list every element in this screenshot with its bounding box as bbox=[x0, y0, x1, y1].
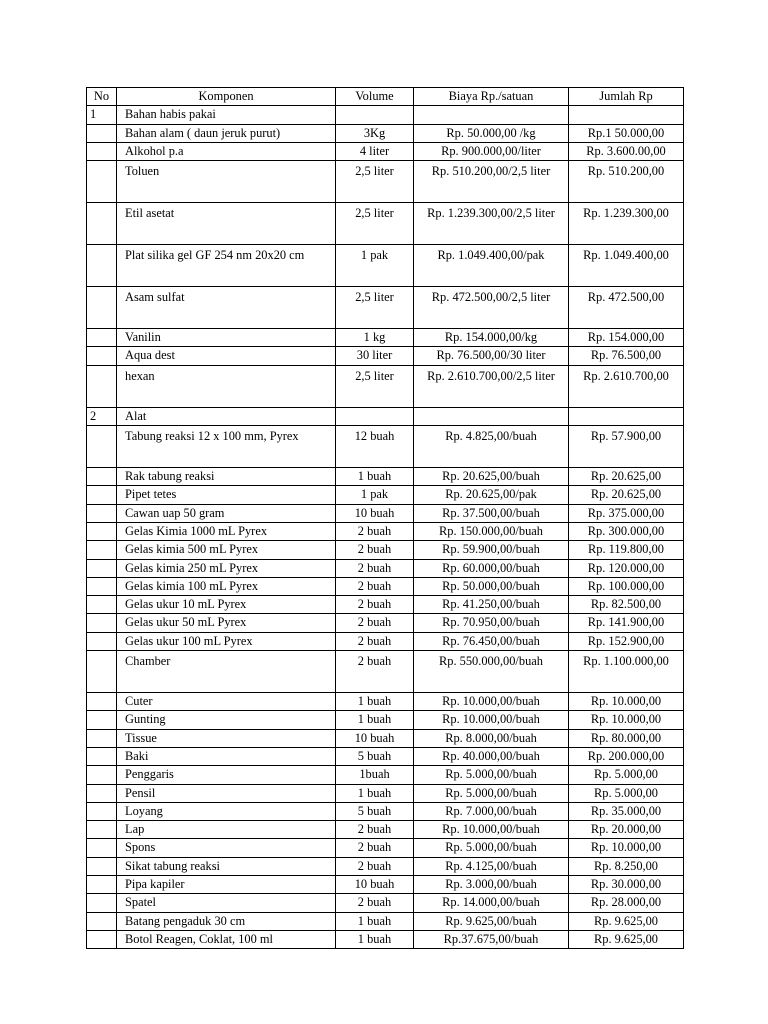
table-row bbox=[87, 711, 684, 729]
biaya-cell: Rp. 150.000,00/buah bbox=[414, 522, 569, 540]
row-number bbox=[87, 486, 117, 504]
komponen-cell: Vanilin bbox=[117, 329, 336, 347]
volume-cell: 5 buah bbox=[336, 747, 414, 765]
biaya-cell: Rp. 1.239.300,00/2,5 liter bbox=[414, 203, 569, 245]
jumlah-cell: Rp. 3.600.00,00 bbox=[569, 142, 684, 160]
komponen-cell: Gelas Kimia 1000 mL Pyrex bbox=[117, 522, 336, 540]
header-biaya: Biaya Rp./satuan bbox=[414, 88, 569, 106]
biaya-cell: Rp.37.675,00/buah bbox=[414, 930, 569, 948]
volume-cell: 2 buah bbox=[336, 596, 414, 614]
table-row bbox=[87, 245, 684, 287]
biaya-cell: Rp. 50.000,00 /kg bbox=[414, 124, 569, 142]
jumlah-cell: Rp. 5.000,00 bbox=[569, 766, 684, 784]
komponen-cell: Sikat tabung reaksi bbox=[117, 857, 336, 875]
row-number bbox=[87, 876, 117, 894]
row-number bbox=[87, 559, 117, 577]
biaya-cell: Rp. 550.000,00/buah bbox=[414, 651, 569, 693]
komponen-cell: Chamber bbox=[117, 651, 336, 693]
komponen-cell: Plat silika gel GF 254 nm 20x20 cm bbox=[117, 245, 336, 287]
biaya-cell: Rp. 20.625,00/buah bbox=[414, 468, 569, 486]
table-row bbox=[87, 287, 684, 329]
biaya-cell: Rp. 1.049.400,00/pak bbox=[414, 245, 569, 287]
biaya-cell: Rp. 10.000,00/buah bbox=[414, 711, 569, 729]
komponen-cell: Bahan alam ( daun jeruk purut) bbox=[117, 124, 336, 142]
header-no: No bbox=[87, 88, 117, 106]
row-number bbox=[87, 784, 117, 802]
volume-cell: 2,5 liter bbox=[336, 203, 414, 245]
jumlah-cell: Rp. 30.000,00 bbox=[569, 876, 684, 894]
biaya-cell: Rp. 510.200,00/2,5 liter bbox=[414, 161, 569, 203]
biaya-cell: Rp. 472.500,00/2,5 liter bbox=[414, 287, 569, 329]
komponen-cell: Pipet tetes bbox=[117, 486, 336, 504]
biaya-cell: Rp. 40.000,00/buah bbox=[414, 747, 569, 765]
volume-cell: 10 buah bbox=[336, 876, 414, 894]
biaya-cell: Rp. 154.000,00/kg bbox=[414, 329, 569, 347]
row-number bbox=[87, 522, 117, 540]
volume-cell: 1 buah bbox=[336, 711, 414, 729]
jumlah-cell: Rp. 472.500,00 bbox=[569, 287, 684, 329]
row-number bbox=[87, 365, 117, 407]
komponen-cell: Loyang bbox=[117, 802, 336, 820]
biaya-cell: Rp. 59.900,00/buah bbox=[414, 541, 569, 559]
table-row bbox=[87, 821, 684, 839]
volume-cell: 1buah bbox=[336, 766, 414, 784]
table-row bbox=[87, 693, 684, 711]
volume-cell: 2 buah bbox=[336, 614, 414, 632]
jumlah-cell: Rp. 10.000,00 bbox=[569, 839, 684, 857]
table-row bbox=[87, 486, 684, 504]
biaya-cell: Rp. 41.250,00/buah bbox=[414, 596, 569, 614]
jumlah-cell: Rp. 5.000,00 bbox=[569, 784, 684, 802]
komponen-cell: Gunting bbox=[117, 711, 336, 729]
jumlah-cell: Rp. 57.900,00 bbox=[569, 426, 684, 468]
volume-cell: 2 buah bbox=[336, 857, 414, 875]
row-number bbox=[87, 347, 117, 365]
table-row bbox=[87, 577, 684, 595]
row-number bbox=[87, 203, 117, 245]
biaya-cell: Rp. 5.000,00/buah bbox=[414, 784, 569, 802]
biaya-cell: Rp. 14.000,00/buah bbox=[414, 894, 569, 912]
empty-cell bbox=[336, 407, 414, 425]
row-number bbox=[87, 729, 117, 747]
biaya-cell: Rp. 76.500,00/30 liter bbox=[414, 347, 569, 365]
volume-cell: 5 buah bbox=[336, 802, 414, 820]
section-number: 2 bbox=[87, 407, 117, 425]
komponen-cell: Tabung reaksi 12 x 100 mm, Pyrex bbox=[117, 426, 336, 468]
biaya-cell: Rp. 3.000,00/buah bbox=[414, 876, 569, 894]
jumlah-cell: Rp. 375.000,00 bbox=[569, 504, 684, 522]
biaya-cell: Rp. 8.000,00/buah bbox=[414, 729, 569, 747]
empty-cell bbox=[336, 106, 414, 124]
jumlah-cell: Rp. 80.000,00 bbox=[569, 729, 684, 747]
table-row bbox=[87, 329, 684, 347]
header-volume: Volume bbox=[336, 88, 414, 106]
komponen-cell: Gelas ukur 50 mL Pyrex bbox=[117, 614, 336, 632]
table-row bbox=[87, 365, 684, 407]
komponen-cell: Gelas kimia 100 mL Pyrex bbox=[117, 577, 336, 595]
komponen-cell: Baki bbox=[117, 747, 336, 765]
table-row bbox=[87, 614, 684, 632]
row-number bbox=[87, 426, 117, 468]
volume-cell: 2 buah bbox=[336, 651, 414, 693]
komponen-cell: Cuter bbox=[117, 693, 336, 711]
volume-cell: 12 buah bbox=[336, 426, 414, 468]
jumlah-cell: Rp. 141.900,00 bbox=[569, 614, 684, 632]
row-number bbox=[87, 930, 117, 948]
jumlah-cell: Rp. 2.610.700,00 bbox=[569, 365, 684, 407]
jumlah-cell: Rp. 154.000,00 bbox=[569, 329, 684, 347]
empty-cell bbox=[414, 407, 569, 425]
volume-cell: 2 buah bbox=[336, 559, 414, 577]
biaya-cell: Rp. 37.500,00/buah bbox=[414, 504, 569, 522]
volume-cell: 3Kg bbox=[336, 124, 414, 142]
komponen-cell: Pipa kapiler bbox=[117, 876, 336, 894]
volume-cell: 2,5 liter bbox=[336, 365, 414, 407]
row-number bbox=[87, 894, 117, 912]
row-number bbox=[87, 912, 117, 930]
volume-cell: 2 buah bbox=[336, 541, 414, 559]
volume-cell: 2 buah bbox=[336, 632, 414, 650]
table-row bbox=[87, 596, 684, 614]
biaya-cell: Rp. 7.000,00/buah bbox=[414, 802, 569, 820]
section-number: 1 bbox=[87, 106, 117, 124]
biaya-cell: Rp. 2.610.700,00/2,5 liter bbox=[414, 365, 569, 407]
komponen-cell: Alkohol p.a bbox=[117, 142, 336, 160]
volume-cell: 10 buah bbox=[336, 504, 414, 522]
volume-cell: 10 buah bbox=[336, 729, 414, 747]
table-row bbox=[87, 876, 684, 894]
header-row bbox=[87, 88, 684, 106]
row-number bbox=[87, 596, 117, 614]
volume-cell: 4 liter bbox=[336, 142, 414, 160]
komponen-cell: Asam sulfat bbox=[117, 287, 336, 329]
row-number bbox=[87, 541, 117, 559]
empty-cell bbox=[569, 106, 684, 124]
komponen-cell: Aqua dest bbox=[117, 347, 336, 365]
jumlah-cell: Rp.1 50.000,00 bbox=[569, 124, 684, 142]
row-number bbox=[87, 468, 117, 486]
table-row bbox=[87, 894, 684, 912]
komponen-cell: Penggaris bbox=[117, 766, 336, 784]
table-row bbox=[87, 729, 684, 747]
row-number bbox=[87, 577, 117, 595]
volume-cell: 30 liter bbox=[336, 347, 414, 365]
biaya-cell: Rp. 5.000,00/buah bbox=[414, 839, 569, 857]
komponen-cell: Gelas kimia 500 mL Pyrex bbox=[117, 541, 336, 559]
jumlah-cell: Rp. 119.800,00 bbox=[569, 541, 684, 559]
biaya-cell: Rp. 70.950,00/buah bbox=[414, 614, 569, 632]
biaya-cell: Rp. 60.000,00/buah bbox=[414, 559, 569, 577]
jumlah-cell: Rp. 35.000,00 bbox=[569, 802, 684, 820]
jumlah-cell: Rp. 28.000,00 bbox=[569, 894, 684, 912]
jumlah-cell: Rp. 100.000,00 bbox=[569, 577, 684, 595]
row-number bbox=[87, 839, 117, 857]
row-number bbox=[87, 124, 117, 142]
table-row bbox=[87, 142, 684, 160]
jumlah-cell: Rp. 20.625,00 bbox=[569, 468, 684, 486]
komponen-cell: Spons bbox=[117, 839, 336, 857]
biaya-cell: Rp. 50.000,00/buah bbox=[414, 577, 569, 595]
komponen-cell: Cawan uap 50 gram bbox=[117, 504, 336, 522]
biaya-cell: Rp. 10.000,00/buah bbox=[414, 693, 569, 711]
jumlah-cell: Rp. 1.100.000,00 bbox=[569, 651, 684, 693]
table-row bbox=[87, 559, 684, 577]
header-jumlah: Jumlah Rp bbox=[569, 88, 684, 106]
jumlah-cell: Rp. 20.000,00 bbox=[569, 821, 684, 839]
jumlah-cell: Rp. 152.900,00 bbox=[569, 632, 684, 650]
section-row-alat bbox=[87, 407, 684, 425]
volume-cell: 1 buah bbox=[336, 930, 414, 948]
biaya-cell: Rp. 9.625,00/buah bbox=[414, 912, 569, 930]
row-number bbox=[87, 245, 117, 287]
table-row bbox=[87, 766, 684, 784]
komponen-cell: Etil asetat bbox=[117, 203, 336, 245]
row-number bbox=[87, 651, 117, 693]
komponen-cell: Gelas ukur 100 mL Pyrex bbox=[117, 632, 336, 650]
jumlah-cell: Rp. 9.625,00 bbox=[569, 930, 684, 948]
table-row bbox=[87, 426, 684, 468]
table-row bbox=[87, 651, 684, 693]
jumlah-cell: Rp. 1.239.300,00 bbox=[569, 203, 684, 245]
jumlah-cell: Rp. 1.049.400,00 bbox=[569, 245, 684, 287]
biaya-cell: Rp. 5.000,00/buah bbox=[414, 766, 569, 784]
row-number bbox=[87, 287, 117, 329]
table-row bbox=[87, 541, 684, 559]
table-row bbox=[87, 784, 684, 802]
row-number bbox=[87, 142, 117, 160]
komponen-cell: Gelas kimia 250 mL Pyrex bbox=[117, 559, 336, 577]
section-row-bahan bbox=[87, 106, 684, 124]
komponen-cell: Botol Reagen, Coklat, 100 ml bbox=[117, 930, 336, 948]
table-row bbox=[87, 632, 684, 650]
volume-cell: 1 buah bbox=[336, 912, 414, 930]
jumlah-cell: Rp. 82.500,00 bbox=[569, 596, 684, 614]
row-number bbox=[87, 857, 117, 875]
komponen-cell: Gelas ukur 10 mL Pyrex bbox=[117, 596, 336, 614]
volume-cell: 2 buah bbox=[336, 839, 414, 857]
volume-cell: 2 buah bbox=[336, 522, 414, 540]
biaya-cell: Rp. 76.450,00/buah bbox=[414, 632, 569, 650]
komponen-cell: Batang pengaduk 30 cm bbox=[117, 912, 336, 930]
volume-cell: 1 buah bbox=[336, 468, 414, 486]
volume-cell: 2 buah bbox=[336, 894, 414, 912]
volume-cell: 2 buah bbox=[336, 577, 414, 595]
table-row bbox=[87, 203, 684, 245]
jumlah-cell: Rp. 300.000,00 bbox=[569, 522, 684, 540]
jumlah-cell: Rp. 200.000,00 bbox=[569, 747, 684, 765]
volume-cell: 1 kg bbox=[336, 329, 414, 347]
jumlah-cell: Rp. 120.000,00 bbox=[569, 559, 684, 577]
biaya-cell: Rp. 4.825,00/buah bbox=[414, 426, 569, 468]
jumlah-cell: Rp. 20.625,00 bbox=[569, 486, 684, 504]
biaya-cell: Rp. 20.625,00/pak bbox=[414, 486, 569, 504]
table-row bbox=[87, 802, 684, 820]
row-number bbox=[87, 632, 117, 650]
row-number bbox=[87, 711, 117, 729]
volume-cell: 1 pak bbox=[336, 486, 414, 504]
table-row bbox=[87, 912, 684, 930]
empty-cell bbox=[569, 407, 684, 425]
jumlah-cell: Rp. 76.500,00 bbox=[569, 347, 684, 365]
section-title: Bahan habis pakai bbox=[117, 106, 336, 124]
row-number bbox=[87, 821, 117, 839]
table-row bbox=[87, 747, 684, 765]
komponen-cell: hexan bbox=[117, 365, 336, 407]
table-row bbox=[87, 161, 684, 203]
row-number bbox=[87, 504, 117, 522]
table-row bbox=[87, 347, 684, 365]
biaya-cell: Rp. 10.000,00/buah bbox=[414, 821, 569, 839]
komponen-cell: Toluen bbox=[117, 161, 336, 203]
table-body bbox=[87, 106, 684, 949]
table-row bbox=[87, 857, 684, 875]
jumlah-cell: Rp. 510.200,00 bbox=[569, 161, 684, 203]
row-number bbox=[87, 614, 117, 632]
komponen-cell: Tissue bbox=[117, 729, 336, 747]
table-row bbox=[87, 522, 684, 540]
header-komponen: Komponen bbox=[117, 88, 336, 106]
jumlah-cell: Rp. 10.000,00 bbox=[569, 693, 684, 711]
table-row bbox=[87, 839, 684, 857]
table-row bbox=[87, 930, 684, 948]
komponen-cell: Rak tabung reaksi bbox=[117, 468, 336, 486]
volume-cell: 2,5 liter bbox=[336, 161, 414, 203]
komponen-cell: Lap bbox=[117, 821, 336, 839]
biaya-cell: Rp. 900.000,00/liter bbox=[414, 142, 569, 160]
row-number bbox=[87, 329, 117, 347]
volume-cell: 2 buah bbox=[336, 821, 414, 839]
volume-cell: 2,5 liter bbox=[336, 287, 414, 329]
row-number bbox=[87, 802, 117, 820]
row-number bbox=[87, 161, 117, 203]
jumlah-cell: Rp. 9.625,00 bbox=[569, 912, 684, 930]
row-number bbox=[87, 747, 117, 765]
row-number bbox=[87, 693, 117, 711]
empty-cell bbox=[414, 106, 569, 124]
komponen-cell: Spatel bbox=[117, 894, 336, 912]
jumlah-cell: Rp. 10.000,00 bbox=[569, 711, 684, 729]
budget-table bbox=[86, 87, 684, 949]
volume-cell: 1 buah bbox=[336, 693, 414, 711]
volume-cell: 1 pak bbox=[336, 245, 414, 287]
section-title: Alat bbox=[117, 407, 336, 425]
table-row bbox=[87, 124, 684, 142]
table-row bbox=[87, 468, 684, 486]
volume-cell: 1 buah bbox=[336, 784, 414, 802]
jumlah-cell: Rp. 8.250,00 bbox=[569, 857, 684, 875]
row-number bbox=[87, 766, 117, 784]
komponen-cell: Pensil bbox=[117, 784, 336, 802]
biaya-cell: Rp. 4.125,00/buah bbox=[414, 857, 569, 875]
table-row bbox=[87, 504, 684, 522]
